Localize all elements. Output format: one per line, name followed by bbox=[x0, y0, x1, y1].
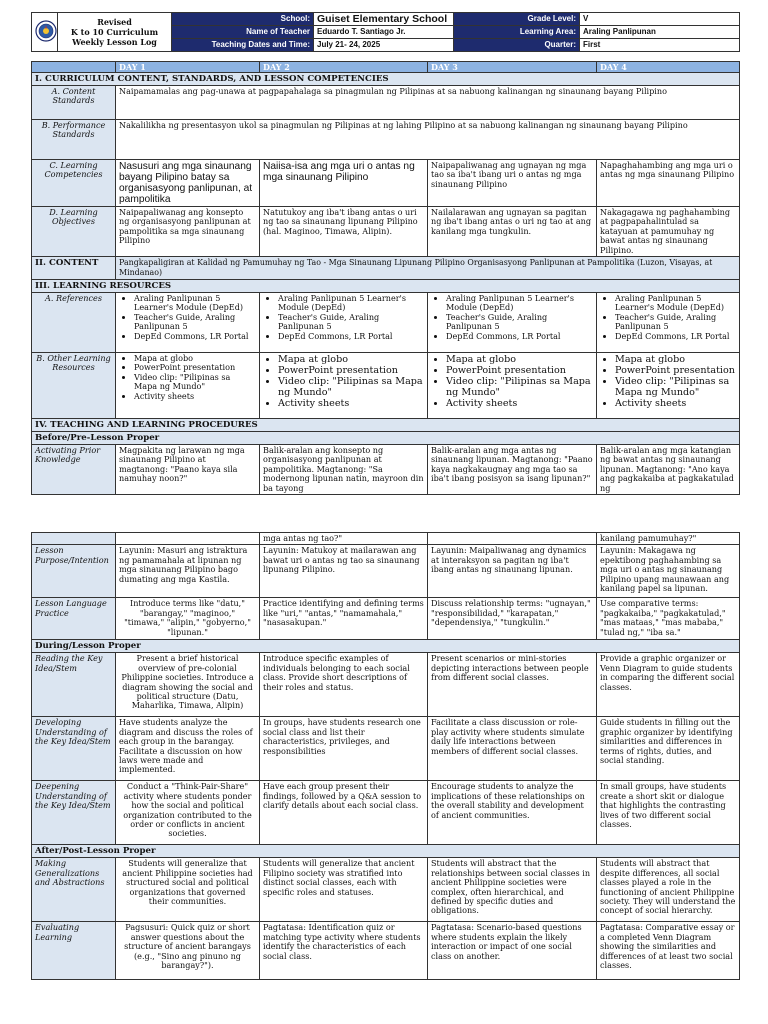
competency-day-2: Naiisa-isa ang mga uri o antas ng mga sinaunang Pilipino bbox=[260, 160, 428, 207]
objectives-label: D. Learning Objectives bbox=[32, 207, 116, 257]
title-line-2: K to 10 Curriculum bbox=[70, 27, 159, 37]
day-1-header: DAY 1 bbox=[116, 62, 260, 73]
resource-item: • Mapa at globo bbox=[278, 354, 424, 365]
before-lesson-heading: Before/Pre-Lesson Proper bbox=[32, 432, 740, 445]
purpose-day-3: Layunin: Maipaliwanag ang dynamics at interaksyon sa pagitan ng iba't ibang antas ng sinaunang lipunan. bbox=[428, 545, 597, 598]
deepening-day-1: Conduct a "Think-Pair-Share" activity where students ponder how the social and political organization contributed to the order or conflicts in ancient societies. bbox=[116, 781, 260, 845]
language-row bbox=[32, 598, 740, 640]
competencies-row bbox=[32, 160, 740, 207]
grade-value: V bbox=[580, 13, 740, 26]
evaluation-label: Evaluating Learning bbox=[32, 922, 116, 980]
reference-item: • Araling Panlipunan 5 Learner's Module (DepEd) bbox=[278, 294, 424, 313]
reference-item: • Araling Panlipunan 5 Learner's Module (DepEd) bbox=[615, 294, 736, 313]
purpose-day-1: Layunin: Masuri ang istraktura ng pamamahala at lipunan ng mga sinaunang Pilipino bago dumating ang mga Kastila. bbox=[116, 545, 260, 598]
references-day-3 bbox=[428, 293, 597, 353]
other-resources-day-1 bbox=[116, 353, 260, 419]
day-2-header: DAY 2 bbox=[260, 62, 428, 73]
developing-day-3: Facilitate a class discussion or role-play activity where students simulate daily life interactions between members of different social classes. bbox=[428, 717, 597, 781]
language-day-2: Practice identifying and defining terms like "uri," "antas," "namamahala," "nasasakupan." bbox=[260, 598, 428, 640]
resource-item: • Video clip: "Pilipinas sa Mapa ng Mundo" bbox=[446, 376, 593, 398]
reading-row bbox=[32, 653, 740, 717]
generalization-day-3: Students will abstract that the relationships between social classes in ancient Philippine societies were complex, often hierarchical, and defined by specific duties and obligations. bbox=[428, 858, 597, 922]
competency-day-4: Napaghahambing ang mga uri o antas ng mga sinaunang Pilipino bbox=[597, 160, 740, 207]
performance-standards-value: Nakalilikha ng presentasyon ukol sa pinagmulan ng Pilipinas at ng lahing Pilipino at sa nabuong kalinangan ng sinaunang bayang Pilipino bbox=[116, 120, 740, 160]
generalization-day-1: Students will generalize that ancient Philippine societies had structured social and political organizations that governed their communities. bbox=[116, 858, 260, 922]
content-row bbox=[32, 257, 740, 280]
references-day-2 bbox=[260, 293, 428, 353]
lesson-log-table-page-2 bbox=[31, 532, 740, 980]
other-resources-label: B. Other Learning Resources bbox=[32, 353, 116, 419]
resource-item: • Video clip: "Pilipinas sa Mapa ng Mundo" bbox=[615, 376, 736, 398]
teacher-value: Eduardo T. Santiago Jr. bbox=[314, 26, 454, 39]
purpose-label: Lesson Purpose/Intention bbox=[32, 545, 116, 598]
reference-item: • Araling Panlipunan 5 Learner's Module (DepEd) bbox=[134, 294, 256, 313]
developing-label: Developing Understanding of the Key Idea/Stem bbox=[32, 717, 116, 781]
generalization-row bbox=[32, 858, 740, 922]
objectives-row bbox=[32, 207, 740, 257]
references-label: A. References bbox=[32, 293, 116, 353]
log-title bbox=[58, 13, 172, 52]
header-table bbox=[31, 12, 740, 52]
reference-item: • DepEd Commons, LR Portal bbox=[278, 332, 424, 341]
developing-row bbox=[32, 717, 740, 781]
other-resources-day-3 bbox=[428, 353, 597, 419]
school-label: School: bbox=[172, 13, 314, 26]
resource-item: • PowerPoint presentation bbox=[278, 365, 424, 376]
deepening-day-2: Have each group present their findings, followed by a Q&A session to clarify details about each social class. bbox=[260, 781, 428, 845]
dates-label: Teaching Dates and Time: bbox=[172, 39, 314, 52]
resource-item: • PowerPoint presentation bbox=[446, 365, 593, 376]
activating-day-2: Balik-aralan ang konsepto ng organisasyong panlipunan at pampolitika. Magtanong: "Sa modernong lipunan natin, mayroon din ba tayong bbox=[260, 445, 428, 495]
purpose-day-4: Layunin: Makagawa ng epektibong paghahambing sa mga uri o antas ng sinaunang Pilipino upang maunawaan ang kanilang papel sa lipunan. bbox=[597, 545, 740, 598]
content-standards-label: A. Content Standards bbox=[32, 86, 116, 120]
references-day-4 bbox=[597, 293, 740, 353]
deepening-day-3: Encourage students to analyze the implications of these relationships on the overall stability and development of ancient communities. bbox=[428, 781, 597, 845]
day-4-header: DAY 4 bbox=[597, 62, 740, 73]
reading-day-3: Present scenarios or mini-stories depicting interactions between people from different social classes. bbox=[428, 653, 597, 717]
section-3-heading: III. LEARNING RESOURCES bbox=[32, 280, 740, 293]
references-day-1 bbox=[116, 293, 260, 353]
competencies-label: C. Learning Competencies bbox=[32, 160, 116, 207]
school-value: Guiset Elementary School bbox=[314, 13, 454, 26]
resource-item: • Video clip: "Pilipinas sa Mapa ng Mundo" bbox=[278, 376, 424, 398]
title-line-1: Revised bbox=[97, 17, 132, 27]
page-2 bbox=[31, 532, 739, 980]
evaluation-row bbox=[32, 922, 740, 980]
language-day-3: Discuss relationship terms: "ugnayan," "responsibilidad," "karapatan," "dependensiya," "tungkulin." bbox=[428, 598, 597, 640]
page-1 bbox=[31, 12, 739, 495]
deepening-day-4: In small groups, have students create a short skit or dialogue that highlights the contrasting lives of two different social classes. bbox=[597, 781, 740, 845]
generalization-day-4: Students will abstract that despite differences, all social classes played a role in the functioning of ancient Philippine society. They will understand the concept of social hierarchy. bbox=[597, 858, 740, 922]
activating-continued-row bbox=[32, 533, 740, 545]
reference-item: • Teacher's Guide, Araling Panlipunan 5 bbox=[615, 313, 736, 332]
quarter-label: Quarter: bbox=[454, 39, 580, 52]
content-standards-value: Naipamamalas ang pag-unawa at pagpapahalaga sa pinagmulan ng Pilipinas at sa nabuong kalinangan ng sinaunang bayang Pilipino bbox=[116, 86, 740, 120]
reference-item: • DepEd Commons, LR Portal bbox=[446, 332, 593, 341]
reference-item: • Teacher's Guide, Araling Panlipunan 5 bbox=[134, 313, 256, 332]
after-lesson-heading: After/Post-Lesson Proper bbox=[32, 845, 740, 858]
resource-item: • Mapa at globo bbox=[615, 354, 736, 365]
objective-day-2: Natutukoy ang iba't ibang antas o uri ng tao sa sinaunang lipunang Pilipino (hal. Maginoo, Timawa, Alipin). bbox=[260, 207, 428, 257]
quarter-value: First bbox=[580, 39, 740, 52]
objective-day-3: Nailalarawan ang ugnayan sa pagitan ng iba't ibang antas o uri ng tao at ang kanilang mga tungkulin. bbox=[428, 207, 597, 257]
grade-label: Grade Level: bbox=[454, 13, 580, 26]
reading-day-2: Introduce specific examples of individuals belonging to each social class. Provide short descriptions of their roles and status. bbox=[260, 653, 428, 717]
other-resources-day-2 bbox=[260, 353, 428, 419]
day-header-row bbox=[32, 62, 740, 73]
activating-row bbox=[32, 445, 740, 495]
objective-day-4: Nakagagawa ng paghahambing at pagpapahalintulad sa katayuan at pamumuhay ng bawat antas ng sinaunang Pilipino. bbox=[597, 207, 740, 257]
activating-cont-day-1 bbox=[116, 533, 260, 545]
reference-item: • Teacher's Guide, Araling Panlipunan 5 bbox=[278, 313, 424, 332]
area-label: Learning Area: bbox=[454, 26, 580, 39]
reference-item: • DepEd Commons, LR Portal bbox=[615, 332, 736, 341]
section-4-heading: IV. TEACHING AND LEARNING PROCEDURES bbox=[32, 419, 740, 432]
resource-item: • Activity sheets bbox=[615, 398, 736, 409]
deped-seal-icon bbox=[35, 20, 57, 42]
language-day-1: Introduce terms like "datu," "barangay," "maginoo," "timawa," "alipin," "gobyerno," "lipunan." bbox=[116, 598, 260, 640]
language-label: Lesson Language Practice bbox=[32, 598, 116, 640]
activating-cont-day-3 bbox=[428, 533, 597, 545]
deepening-label: Deepening Understanding of the Key Idea/Stem bbox=[32, 781, 116, 845]
content-standards-row bbox=[32, 86, 740, 120]
objective-day-1: Naipapaliwanag ang konsepto ng organisasyong panlipunan at pampolitika sa mga sinaunang Pilipino bbox=[116, 207, 260, 257]
evaluation-day-4: Pagtatasa: Comparative essay or a completed Venn Diagram showing the similarities and differences of at least two social classes. bbox=[597, 922, 740, 980]
content-value: Pangkapaligiran at Kalidad ng Pamumuhay ng Tao - Mga Sinaunang Lipunang Pilipino Organisasyong Panlipunan at Pampolitika (Luzon, Visayas, at Mindanao) bbox=[116, 257, 740, 280]
performance-standards-row bbox=[32, 120, 740, 160]
generalization-label: Making Generalizations and Abstractions bbox=[32, 858, 116, 922]
deped-seal bbox=[32, 13, 58, 52]
during-lesson-heading: During/Lesson Proper bbox=[32, 640, 740, 653]
evaluation-day-2: Pagtatasa: Identification quiz or matching type activity where students identify the characteristics of each social class. bbox=[260, 922, 428, 980]
developing-day-4: Guide students in filling out the graphic organizer by identifying similarities and differences in terms of rights, duties, and social standing. bbox=[597, 717, 740, 781]
activating-day-1: Magpakita ng larawan ng mga sinaunang Pilipino at magtanong: "Paano kaya sila namuhay noon?" bbox=[116, 445, 260, 495]
resource-item: • PowerPoint presentation bbox=[615, 365, 736, 376]
reading-day-1: Present a brief historical overview of pre-colonial Philippine societies. Introduce a diagram showing the social and political structure (Datu, Maharlika, Timawa, Alipin) bbox=[116, 653, 260, 717]
content-label: II. CONTENT bbox=[32, 257, 116, 280]
competency-day-3: Naipapaliwanag ang ugnayan ng mga tao sa iba't ibang uri o antas ng mga sinaunang Pilipino bbox=[428, 160, 597, 207]
title-line-3: Weekly Lesson Log bbox=[72, 37, 157, 47]
day-3-header: DAY 3 bbox=[428, 62, 597, 73]
reading-day-4: Provide a graphic organizer or Venn Diagram to guide students in comparing the different social classes. bbox=[597, 653, 740, 717]
references-row bbox=[32, 293, 740, 353]
reading-label: Reading the Key Idea/Stem bbox=[32, 653, 116, 717]
resource-item: • PowerPoint presentation bbox=[134, 363, 256, 372]
activating-cont-day-2: mga antas ng tao?" bbox=[260, 533, 428, 545]
competency-day-1: Nasusuri ang mga sinaunang bayang Pilipino batay sa organisasyong panlipunan, at pampolitika bbox=[116, 160, 260, 207]
resource-item: • Mapa at globo bbox=[446, 354, 593, 365]
evaluation-day-3: Pagtatasa: Scenario-based questions where students explain the likely interaction or impact of one social class on another. bbox=[428, 922, 597, 980]
activating-cont-day-4: kanilang pamumuhay?" bbox=[597, 533, 740, 545]
deepening-row bbox=[32, 781, 740, 845]
resource-item: • Activity sheets bbox=[134, 392, 256, 401]
resource-item: • Activity sheets bbox=[278, 398, 424, 409]
lesson-log-table-page-1 bbox=[31, 61, 740, 495]
teacher-label: Name of Teacher bbox=[172, 26, 314, 39]
language-day-4: Use comparative terms: "pagkakaiba," "pagkakatulad," "mas mataas," "mas mababa," "tulad ng," "iba sa." bbox=[597, 598, 740, 640]
resource-item: • Mapa at globo bbox=[134, 354, 256, 363]
developing-day-2: In groups, have students research one social class and list their characteristics, privileges, and responsibilities bbox=[260, 717, 428, 781]
other-resources-row bbox=[32, 353, 740, 419]
other-resources-day-4 bbox=[597, 353, 740, 419]
purpose-day-2: Layunin: Matukoy at mailarawan ang bawat uri o antas ng tao sa sinaunang lipunang Pilipino. bbox=[260, 545, 428, 598]
generalization-day-2: Students will generalize that ancient Filipino society was stratified into distinct social classes, each with specific roles and statuses. bbox=[260, 858, 428, 922]
reference-item: • DepEd Commons, LR Portal bbox=[134, 332, 256, 341]
day-header-blank bbox=[32, 62, 116, 73]
reference-item: • Teacher's Guide, Araling Panlipunan 5 bbox=[446, 313, 593, 332]
activating-day-4: Balik-aralan ang mga katangian ng bawat antas ng sinaunang lipunan. Magtanong: "Ano kaya ang pagkakaiba at pagkakatulad ng bbox=[597, 445, 740, 495]
reference-item: • Araling Panlipunan 5 Learner's Module (DepEd) bbox=[446, 294, 593, 313]
performance-standards-label: B. Performance Standards bbox=[32, 120, 116, 160]
evaluation-day-1: Pagsusuri: Quick quiz or short answer questions about the structure of ancient barangays (e.g., "Sino ang pinuno ng barangay?"). bbox=[116, 922, 260, 980]
resource-item: • Activity sheets bbox=[446, 398, 593, 409]
resource-item: • Video clip: "Pilipinas sa Mapa ng Mundo" bbox=[134, 373, 256, 392]
area-value: Araling Panlipunan bbox=[580, 26, 740, 39]
section-1-heading: I. CURRICULUM CONTENT, STANDARDS, AND LESSON COMPETENCIES bbox=[32, 73, 740, 86]
activating-day-3: Balik-aralan ang mga antas ng sinaunang lipunan. Magtanong: "Paano kaya nagkakaugnay ang mga tao sa iba't ibang posisyon sa isang lipunan?" bbox=[428, 445, 597, 495]
activating-continued-label bbox=[32, 533, 116, 545]
developing-day-1: Have students analyze the diagram and discuss the roles of each group in the barangay. Facilitate a discussion on how laws were made and implemented. bbox=[116, 717, 260, 781]
purpose-row bbox=[32, 545, 740, 598]
activating-label: Activating Prior Knowledge bbox=[32, 445, 116, 495]
dates-value: July 21- 24, 2025 bbox=[314, 39, 454, 52]
